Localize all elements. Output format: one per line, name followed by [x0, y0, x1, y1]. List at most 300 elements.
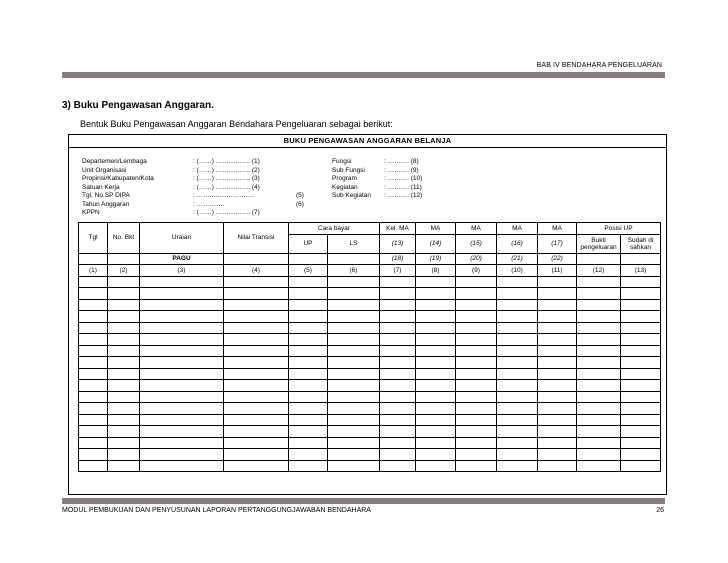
empty-cell [538, 414, 577, 426]
empty-cell [79, 311, 108, 323]
meta-ref: (5) [296, 192, 304, 199]
empty-cell [621, 345, 661, 357]
empty-cell [416, 276, 456, 288]
col-number: (1) [79, 265, 108, 277]
empty-cell [289, 334, 328, 346]
meta-value: : (……) ……………. (2) [193, 166, 260, 174]
table-row [79, 426, 661, 438]
empty-cell [289, 311, 328, 323]
empty-cell [577, 311, 621, 323]
col-number: (3) [140, 265, 224, 277]
empty-cell [108, 391, 140, 403]
empty-cell [497, 403, 538, 415]
empty-cell [289, 449, 328, 461]
empty-cell [416, 288, 456, 300]
empty-cell [621, 414, 661, 426]
table-row [79, 460, 661, 472]
col-up: UP [289, 234, 328, 253]
empty-cell [497, 345, 538, 357]
col-number: (7) [380, 265, 416, 277]
empty-cell [380, 380, 416, 392]
empty-cell [497, 414, 538, 426]
pagu-code: (22) [538, 253, 577, 265]
empty-cell [380, 414, 416, 426]
empty-cell [497, 437, 538, 449]
empty-cell [380, 288, 416, 300]
empty-cell [79, 380, 108, 392]
meta-label: KPPN [82, 209, 100, 216]
col-number: (12) [577, 265, 621, 277]
table-row [79, 449, 661, 461]
empty-cell [538, 288, 577, 300]
empty-cell [79, 368, 108, 380]
meta-right-labels [332, 158, 371, 201]
empty-cell [79, 460, 108, 472]
empty-cell [621, 380, 661, 392]
empty-cell [416, 449, 456, 461]
empty-cell [621, 288, 661, 300]
meta-label: Propinsi/Kabupaten/Kota [82, 175, 154, 182]
empty-cell [577, 449, 621, 461]
empty-cell [328, 437, 380, 449]
empty-cell [328, 357, 380, 369]
meta-label: Program [332, 175, 357, 182]
empty-cell [289, 380, 328, 392]
empty-cell [416, 357, 456, 369]
meta-value: : ………. (11) [384, 183, 422, 191]
empty-cell [224, 311, 289, 323]
empty-cell [140, 334, 224, 346]
empty-cell [380, 437, 416, 449]
empty-cell [79, 288, 108, 300]
empty-cell [538, 299, 577, 311]
empty-cell [497, 426, 538, 438]
meta-value: : (……) ……………. (3) [193, 175, 260, 182]
empty-cell [108, 449, 140, 461]
empty-cell [380, 403, 416, 415]
empty-cell [380, 299, 416, 311]
empty-cell [140, 299, 224, 311]
empty-cell [456, 334, 497, 346]
empty-cell [577, 299, 621, 311]
empty-cell [328, 391, 380, 403]
empty-cell [224, 403, 289, 415]
empty-cell [577, 460, 621, 472]
empty-cell [328, 288, 380, 300]
table-row [79, 368, 661, 380]
empty-cell [108, 288, 140, 300]
empty-cell [456, 460, 497, 472]
empty-cell [79, 437, 108, 449]
empty-cell [456, 437, 497, 449]
empty-cell [328, 414, 380, 426]
col-sudah-disahkan: Sudah di sahkan [621, 234, 661, 253]
empty-cell [140, 414, 224, 426]
empty-cell [108, 357, 140, 369]
table-row [79, 288, 661, 300]
empty-cell [108, 299, 140, 311]
empty-cell [621, 368, 661, 380]
empty-cell [224, 345, 289, 357]
empty-cell [538, 391, 577, 403]
empty-cell [108, 334, 140, 346]
col-no-bkt: No. Bkt [108, 223, 140, 254]
empty-cell [140, 276, 224, 288]
pagu-code: (21) [497, 253, 538, 265]
empty-cell [456, 311, 497, 323]
meta-label: Sub Kegiatan [332, 192, 372, 199]
empty-cell [416, 299, 456, 311]
empty-cell [224, 380, 289, 392]
header-rule [62, 72, 665, 78]
empty-cell [289, 368, 328, 380]
empty-cell [456, 426, 497, 438]
empty-cell [108, 345, 140, 357]
empty-cell [380, 334, 416, 346]
empty-cell [497, 276, 538, 288]
empty-cell [497, 322, 538, 334]
empty-cell [380, 449, 416, 461]
empty-cell [140, 403, 224, 415]
empty-cell [108, 380, 140, 392]
empty-cell [224, 322, 289, 334]
empty-cell [577, 334, 621, 346]
empty-cell [456, 345, 497, 357]
empty-cell [328, 449, 380, 461]
code-cell: (13) [380, 234, 416, 253]
col-number: (11) [538, 265, 577, 277]
empty-cell [328, 311, 380, 323]
empty-cell [538, 345, 577, 357]
meta-label: Tahun Anggaran [82, 200, 130, 208]
form-title: BUKU PENGAWASAN ANGGARAN BELANJA [283, 136, 452, 145]
empty-cell [289, 437, 328, 449]
empty-cell [140, 345, 224, 357]
empty-cell [328, 426, 380, 438]
col-cara-bayar: Cara bayar [289, 223, 380, 235]
empty-cell [456, 357, 497, 369]
empty-cell [289, 357, 328, 369]
col-posisi-up: Posisi UP [577, 223, 661, 235]
section-title: 3) Buku Pengawasan Anggaran. [62, 100, 214, 111]
empty-cell [577, 380, 621, 392]
header-row-1 [79, 223, 661, 235]
empty-cell [224, 426, 289, 438]
empty-cell [79, 403, 108, 415]
empty-cell [456, 380, 497, 392]
meta-value: : ………. (9) [384, 166, 419, 174]
pagu-code: (20) [456, 253, 497, 265]
empty-cell [289, 322, 328, 334]
code-cell: (15) [456, 234, 497, 253]
table-row [79, 345, 661, 357]
empty-cell [416, 380, 456, 392]
empty-cell [380, 426, 416, 438]
empty-cell [621, 322, 661, 334]
empty-cell [108, 437, 140, 449]
empty-cell [497, 449, 538, 461]
meta-value: : …………. [193, 200, 225, 208]
empty-cell [621, 391, 661, 403]
empty-cell [140, 437, 224, 449]
meta-value: : ……..………………. [193, 192, 255, 199]
meta-label: Departemen/Lembaga [82, 158, 147, 165]
col-number: (4) [224, 265, 289, 277]
empty-cell [497, 357, 538, 369]
empty-cell [140, 288, 224, 300]
empty-cell [380, 391, 416, 403]
empty-cell [224, 437, 289, 449]
form-title-rule [68, 147, 667, 148]
empty-cell [140, 311, 224, 323]
empty-cell [456, 276, 497, 288]
empty-cell [416, 460, 456, 472]
empty-cell [224, 357, 289, 369]
empty-cell [577, 288, 621, 300]
empty-cell [224, 414, 289, 426]
empty-cell [621, 437, 661, 449]
meta-left-values [193, 158, 260, 218]
empty-cell [328, 368, 380, 380]
empty-cell [416, 311, 456, 323]
table-row [79, 414, 661, 426]
meta-label: Kegiatan [332, 183, 358, 191]
empty-cell [380, 460, 416, 472]
empty-cell [621, 299, 661, 311]
empty-cell [538, 380, 577, 392]
code-cell: (14) [416, 234, 456, 253]
empty-cell [328, 276, 380, 288]
col-number: (13) [621, 265, 661, 277]
footer-module: MODUL PEMBUKUAN DAN PENYUSUNAN LAPORAN PERTANGGUNGJAWABAN BENDAHARA [62, 507, 371, 514]
empty-cell [108, 322, 140, 334]
empty-cell [140, 322, 224, 334]
empty-cell [497, 311, 538, 323]
empty-cell [497, 391, 538, 403]
empty-cell [416, 334, 456, 346]
empty-cell [224, 391, 289, 403]
meta-value: : ………. (12) [384, 192, 423, 199]
pagu-label: PAGU [140, 253, 224, 265]
empty-cell [538, 449, 577, 461]
empty-cell [328, 460, 380, 472]
empty-cell [380, 311, 416, 323]
empty-cell [79, 391, 108, 403]
col-number: (8) [416, 265, 456, 277]
empty-cell [416, 437, 456, 449]
empty-cell [108, 414, 140, 426]
code-cell: (16) [497, 234, 538, 253]
empty-cell [538, 276, 577, 288]
empty-cell [328, 380, 380, 392]
meta-value: : ………. (10) [384, 175, 423, 182]
meta-left-labels [82, 158, 154, 218]
empty-cell [328, 299, 380, 311]
empty-cell [416, 345, 456, 357]
empty-cell [416, 403, 456, 415]
ledger-table [78, 222, 661, 472]
meta-value: : (……) ……………. (1) [193, 158, 260, 165]
empty-cell [456, 391, 497, 403]
empty-cell [577, 391, 621, 403]
pagu-code: (18) [380, 253, 416, 265]
empty-cell [79, 299, 108, 311]
empty-cell [416, 368, 456, 380]
empty-cell [577, 426, 621, 438]
chapter-header: BAB IV BENDAHARA PENGELUARAN [536, 62, 662, 69]
table-row [79, 391, 661, 403]
meta-label: Unit Organisasi [82, 166, 127, 174]
empty-cell [621, 449, 661, 461]
empty-cell [577, 345, 621, 357]
empty-cell [538, 368, 577, 380]
empty-cell [577, 403, 621, 415]
empty-cell [328, 403, 380, 415]
meta-right-values [384, 158, 422, 201]
table-row [79, 437, 661, 449]
empty-cell [577, 357, 621, 369]
empty-cell [577, 322, 621, 334]
table-row [79, 334, 661, 346]
empty-cell [108, 368, 140, 380]
empty-cell [456, 368, 497, 380]
empty-cell [416, 426, 456, 438]
empty-cell [289, 299, 328, 311]
empty-cell [538, 322, 577, 334]
empty-cell [577, 414, 621, 426]
col-ls: LS [328, 234, 380, 253]
empty-cell [108, 276, 140, 288]
blank-rows [79, 276, 661, 472]
empty-cell [380, 368, 416, 380]
empty-cell [380, 276, 416, 288]
empty-cell [140, 426, 224, 438]
empty-cell [497, 380, 538, 392]
empty-cell [289, 403, 328, 415]
empty-cell [621, 334, 661, 346]
col-kel-ma: Kel. MA [380, 223, 416, 235]
empty-cell [224, 368, 289, 380]
empty-cell [108, 311, 140, 323]
table-row [79, 322, 661, 334]
empty-cell [538, 437, 577, 449]
empty-cell [456, 299, 497, 311]
empty-cell [140, 449, 224, 461]
footer-rule [62, 498, 665, 504]
empty-cell [289, 391, 328, 403]
table-row [79, 403, 661, 415]
meta-value: : (……) ……………. (7) [193, 209, 260, 216]
empty-cell [497, 299, 538, 311]
empty-cell [621, 357, 661, 369]
page-number: 26 [656, 507, 664, 514]
table-row [79, 357, 661, 369]
section-intro: Bentuk Buku Pengawasan Anggaran Bendahara Pengeluaran sebagai berikut: [80, 119, 393, 129]
col-number: (5) [289, 265, 328, 277]
empty-cell [538, 311, 577, 323]
empty-cell [497, 368, 538, 380]
meta-value: : ………. (8) [384, 158, 419, 165]
col-bukti-pengeluaran: Bukti pengeluaran [577, 234, 621, 253]
empty-cell [328, 345, 380, 357]
empty-cell [79, 334, 108, 346]
empty-cell [79, 322, 108, 334]
empty-cell [456, 322, 497, 334]
empty-cell [224, 299, 289, 311]
meta-ref: (6) [296, 200, 304, 208]
meta-label: Satuan Kerja [82, 183, 120, 191]
empty-cell [79, 276, 108, 288]
empty-cell [224, 334, 289, 346]
table-row [79, 311, 661, 323]
empty-cell [621, 311, 661, 323]
meta-label: Fungsi [332, 158, 352, 165]
empty-cell [140, 380, 224, 392]
empty-cell [224, 288, 289, 300]
meta-mid-refs [296, 192, 304, 209]
col-ma: MA [416, 223, 456, 235]
empty-cell [497, 460, 538, 472]
empty-cell [416, 391, 456, 403]
empty-cell [621, 426, 661, 438]
empty-cell [108, 426, 140, 438]
empty-cell [289, 276, 328, 288]
col-uraian: Uraian [140, 223, 224, 254]
col-number: (6) [328, 265, 380, 277]
empty-cell [79, 449, 108, 461]
empty-cell [380, 345, 416, 357]
empty-cell [140, 460, 224, 472]
empty-cell [497, 334, 538, 346]
empty-cell [79, 414, 108, 426]
empty-cell [289, 345, 328, 357]
col-tgl: Tgl [79, 223, 108, 254]
empty-cell [621, 276, 661, 288]
empty-cell [328, 322, 380, 334]
col-ma: MA [497, 223, 538, 235]
empty-cell [538, 460, 577, 472]
empty-cell [538, 334, 577, 346]
col-number: (2) [108, 265, 140, 277]
empty-cell [108, 403, 140, 415]
table-row [79, 380, 661, 392]
empty-cell [224, 276, 289, 288]
empty-cell [497, 288, 538, 300]
empty-cell [621, 403, 661, 415]
empty-cell [224, 449, 289, 461]
empty-cell [456, 403, 497, 415]
pagu-code: (19) [416, 253, 456, 265]
empty-cell [577, 437, 621, 449]
empty-cell [289, 460, 328, 472]
empty-cell [79, 426, 108, 438]
empty-cell [79, 357, 108, 369]
empty-cell [140, 357, 224, 369]
empty-cell [416, 322, 456, 334]
empty-cell [456, 449, 497, 461]
empty-cell [456, 414, 497, 426]
meta-value: : (……) ……………. (4) [193, 183, 260, 191]
empty-cell [577, 276, 621, 288]
empty-cell [538, 426, 577, 438]
pagu-row [79, 253, 661, 265]
empty-cell [577, 368, 621, 380]
col-number: (9) [456, 265, 497, 277]
empty-cell [289, 288, 328, 300]
empty-cell [108, 460, 140, 472]
empty-cell [538, 403, 577, 415]
meta-label: Tgl, No.SP DIPA [82, 192, 130, 199]
